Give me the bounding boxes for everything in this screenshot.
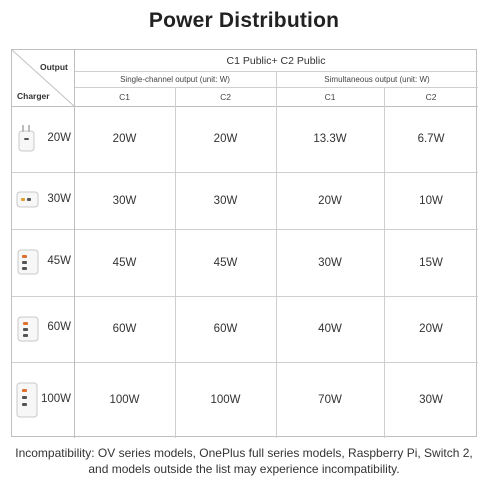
cell-100w-simul-c1: 70W [318, 394, 342, 406]
cell-45w-single-c1: 45W [112, 256, 137, 269]
cell-60w-single-c1: 60W [112, 323, 137, 335]
power-distribution-table [11, 49, 477, 437]
cell-45w-simul-c2: 15W [419, 256, 443, 269]
incompatibility-note [0, 446, 488, 477]
charger-100w-icon [15, 380, 39, 420]
note-line-1: Incompatibility: OV series models, OnePlus full series models, Raspberry Pi, Switch 2, [15, 446, 473, 460]
cell-100w-single-c2: 100W [210, 394, 241, 406]
col-header-single-c1: C1 [119, 91, 130, 102]
charger-cell-30w [12, 172, 74, 229]
charger-45w-icon [15, 245, 41, 279]
group-header: C1 Public+ C2 Public [226, 54, 326, 67]
cell-60w-single-c2: 60W [213, 323, 238, 335]
charger-cell-100w [12, 362, 74, 438]
cell-30w-simul-c2: 10W [419, 194, 443, 207]
cell-100w-simul-c2: 30W [419, 394, 443, 406]
cell-30w-simul-c1: 20W [318, 194, 342, 207]
cell-20w-single-c2: 20W [213, 133, 238, 145]
charger-cell-20w [12, 106, 74, 172]
cell-20w-single-c1: 20W [112, 133, 137, 145]
charger-45w-label: 45W [47, 255, 71, 267]
cell-60w-simul-c2: 20W [419, 323, 443, 335]
cell-60w-simul-c1: 40W [318, 323, 342, 335]
charger-100w-label: 100W [40, 393, 71, 405]
col-header-simul-c1: C1 [324, 91, 336, 102]
page-title: Power Distribution [148, 9, 340, 32]
col-header-simul-c2: C2 [425, 91, 437, 102]
cell-20w-simul-c2: 6.7W [417, 133, 445, 145]
single-channel-header: Single-channel output (unit: W) [120, 74, 230, 84]
cell-100w-single-c1: 100W [109, 394, 140, 406]
charger-30w-label: 30W [47, 193, 71, 205]
charger-cell-60w [12, 296, 74, 362]
charger-cell-45w [12, 229, 74, 296]
cell-20w-simul-c1: 13.3W [313, 133, 347, 145]
charger-30w-icon [15, 189, 41, 211]
note-line-2: and models outside the list may experience incompatibility. [88, 461, 400, 476]
charger-label: Charger [17, 91, 50, 101]
col-header-single-c2: C2 [220, 91, 231, 102]
output-label: Output [40, 62, 68, 72]
cell-45w-single-c2: 45W [213, 256, 238, 269]
charger-60w-icon [15, 312, 41, 346]
cell-45w-simul-c1: 30W [318, 256, 342, 269]
cell-30w-single-c2: 30W [213, 194, 238, 207]
simultaneous-header: Simultaneous output (unit: W) [324, 74, 430, 84]
charger-20w-label: 20W [47, 132, 71, 144]
cell-30w-single-c1: 30W [112, 194, 137, 207]
charger-60w-label: 60W [47, 321, 71, 333]
charger-20w-icon [15, 123, 37, 153]
